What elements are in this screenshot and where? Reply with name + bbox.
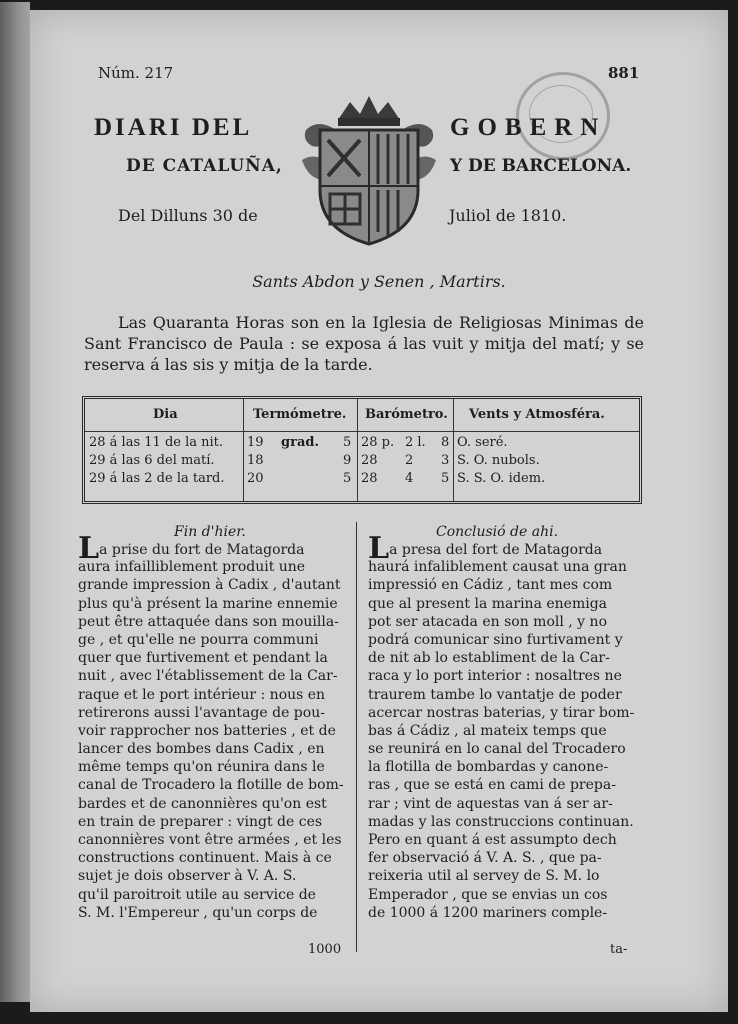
table-column-rule	[243, 399, 244, 501]
column-line	[368, 795, 634, 813]
column-line-text: nuit , avec l'établissement de la Car-	[78, 668, 338, 685]
table-cell-baro-c: 8	[441, 435, 450, 450]
column-line-text: impressió en Cádiz , tant mes com	[368, 577, 613, 594]
column-line-text: aura infailliblement produit une	[78, 559, 306, 576]
column-line	[78, 867, 344, 885]
column-line	[368, 904, 634, 922]
column-line-text: Pero en quant á est assumpto dech	[368, 832, 617, 848]
table-cell-baro-c: 5	[441, 471, 450, 486]
table-cell-term-unit: grad.	[281, 435, 319, 450]
column-line-text: rar ; vint de aquestas van á ser ar-	[368, 795, 613, 812]
table-header-vents: Vents y Atmosféra.	[469, 407, 605, 422]
issue-number: Núm. 217	[98, 64, 174, 82]
column-line	[368, 813, 634, 831]
column-line	[78, 631, 344, 649]
column-line	[78, 831, 344, 849]
column-line-text: de 1000 á 1200 mariners comple-	[368, 904, 608, 921]
column-line	[78, 904, 344, 922]
table-cell-dia: 29 á las 2 de la tard.	[89, 471, 225, 486]
column-line-text: ras , que se está en cami de prepa-	[368, 777, 616, 794]
column-line-text: canal de Trocadero la flotille de bom-	[78, 777, 344, 794]
column-line	[368, 667, 634, 685]
table-header-rule	[85, 431, 639, 432]
table-column-rule	[357, 399, 358, 501]
column-line-text: en train de preparer : vingt de ces	[78, 813, 323, 830]
facing-page-edge	[0, 2, 30, 1002]
column-line	[78, 758, 344, 776]
column-line-text: pot ser atacada en son moll , y no	[368, 613, 607, 630]
column-divider	[356, 522, 357, 952]
column-line	[368, 686, 634, 704]
left-catchword: 1000	[308, 942, 342, 957]
column-line	[368, 722, 634, 740]
column-line	[368, 595, 634, 613]
column-line-text: même temps qu'on réunira dans le	[78, 759, 325, 776]
newspaper-page	[30, 10, 728, 1012]
masthead-subtitle-right: Y DE BARCELONA.	[450, 156, 632, 176]
table-cell-baro-b: 4	[405, 471, 414, 486]
column-line	[78, 704, 344, 722]
column-line	[368, 886, 634, 904]
column-line	[368, 558, 634, 576]
column-line	[78, 795, 344, 813]
column-line	[368, 758, 634, 776]
masthead-title-left: DIARI DEL	[94, 114, 253, 141]
column-line-text: a prise du fort de Matagorda	[99, 542, 305, 558]
column-line-text: reixeria util al servey de S. M. lo	[368, 868, 600, 885]
column-line	[78, 649, 344, 667]
table-header-dia: Dia	[153, 407, 178, 422]
table-cell-term-frac: 5	[343, 435, 352, 450]
table-cell-dia: 28 á las 11 de la nit.	[89, 435, 224, 450]
date-left: Del Dilluns 30 de	[118, 206, 258, 225]
table-header-termometre: Termómetre.	[253, 407, 347, 422]
column-line-text: madas y las construccions continuan.	[368, 813, 634, 830]
saints-of-the-day: Sants Abdon y Senen , Martirs.	[252, 272, 506, 291]
column-line-text: fer observació á V. A. S. , que pa-	[368, 850, 602, 867]
column-line-text: se reunirá en lo canal del Trocadero	[368, 741, 626, 758]
column-line-text: a presa del fort de Matagorda	[389, 542, 603, 558]
column-line-text: quer que furtivement et pendant la	[78, 650, 328, 667]
column-line-text: grande impression à Cadix , d'autant	[78, 577, 341, 594]
column-line	[368, 631, 634, 649]
column-line	[368, 704, 634, 722]
table-cell-baro-b: 2 l.	[405, 435, 426, 450]
column-line	[78, 722, 344, 740]
column-line-text: raque et le port intérieur : nous en	[78, 686, 326, 703]
masthead-subtitle-left: DE CATALUÑA,	[126, 156, 283, 176]
intro-paragraph: Las Quaranta Horas son en la Iglesia de Religiosas Minimas de Sant Francisco de Paula : se exposa á las vuit y mitja del matí; y se reserva á las sis y mitja de la tarde.	[84, 313, 644, 374]
table-cell-vents: S. O. nubols.	[457, 453, 540, 468]
table-cell-baro-a: 28	[361, 471, 378, 486]
column-line-text: bas á Cádiz , al mateix temps que	[368, 722, 607, 739]
column-line-text: sujet je dois observer à V. A. S.	[78, 868, 297, 885]
column-line	[368, 613, 634, 631]
column-line	[368, 649, 634, 667]
table-cell-term: 20	[247, 471, 264, 486]
column-line	[368, 776, 634, 794]
column-line-text: la flotilla de bombardas y canone-	[368, 759, 609, 776]
table-cell-term: 18	[247, 453, 264, 468]
column-line-text: ge , et qu'elle ne pourra communi	[78, 631, 319, 648]
table-cell-vents: O. seré.	[457, 435, 508, 450]
table-cell-baro-a: 28	[361, 453, 378, 468]
column-line-text: podrá comunicar sino furtivament y	[368, 631, 623, 648]
column-line-text: de nit ab lo establiment de la Car-	[368, 650, 610, 667]
column-line-text: constructions continuent. Mais à ce	[78, 850, 332, 867]
column-line	[368, 740, 634, 758]
column-line	[78, 886, 344, 904]
column-line-text: plus qu'à présent la marine ennemie	[78, 595, 338, 612]
table-column-rule	[453, 399, 454, 501]
column-line	[368, 576, 634, 594]
column-line	[78, 558, 344, 576]
column-line	[78, 686, 344, 704]
column-line-text: qu'il paroitroit utile au service de	[78, 886, 316, 903]
table-cell-vents: S. S. O. idem.	[457, 471, 546, 486]
column-line	[78, 576, 344, 594]
column-line-text: lancer des bombes dans Cadix , en	[78, 741, 325, 758]
column-line	[78, 740, 344, 758]
drop-cap: L	[368, 531, 390, 566]
column-line-text: bardes et de canonnières qu'on est	[78, 795, 327, 812]
column-line-text: peut être attaquée dans son mouilla-	[78, 613, 339, 630]
right-catchword: ta-	[610, 942, 628, 957]
weather-table	[82, 396, 642, 504]
table-cell-baro-a: 28 p.	[361, 435, 395, 450]
table-cell-baro-b: 2	[405, 453, 414, 468]
table-cell-term-frac: 5	[343, 471, 352, 486]
table-cell-dia: 29 á las 6 del matí.	[89, 453, 215, 468]
column-line	[78, 595, 344, 613]
left-column-heading: Fin d'hier.	[174, 524, 246, 540]
column-line-text: S. M. l'Empereur , qu'un corps de	[78, 904, 318, 921]
masthead-title-right: GOBERN	[450, 114, 607, 141]
column-line	[368, 831, 634, 849]
column-line-text: canonnières vont être armées , et les	[78, 832, 342, 848]
column-line	[368, 867, 634, 885]
column-line	[78, 667, 344, 685]
table-cell-baro-c: 3	[441, 453, 450, 468]
right-column-heading: Conclusió de ahi.	[436, 524, 559, 540]
column-line-text: voir rapprocher nos batteries , et de	[78, 722, 336, 739]
column-line-text: traurem tambe lo vantatje de poder	[368, 686, 622, 703]
column-line-text: que al present la marina enemiga	[368, 595, 608, 612]
table-header-barometro: Barómetro.	[365, 407, 448, 422]
column-line-text: raca y lo port interior : nosaltres ne	[368, 668, 622, 685]
column-line	[78, 776, 344, 794]
coat-of-arms-icon	[298, 90, 440, 250]
column-line	[78, 813, 344, 831]
drop-cap: L	[78, 531, 100, 566]
column-line-text: acercar nostras baterias, y tirar bom-	[368, 704, 635, 721]
table-cell-term: 19	[247, 435, 264, 450]
column-line-text: retirerons aussi l'avantage de pou-	[78, 704, 325, 721]
table-cell-term-frac: 9	[343, 453, 352, 468]
column-line-text: Emperador , que se envias un cos	[368, 886, 608, 903]
column-line	[78, 849, 344, 867]
column-line	[368, 849, 634, 867]
column-line	[78, 613, 344, 631]
column-line-text: haurá infaliblement causat una gran	[368, 559, 627, 576]
date-right: Juliol de 1810.	[449, 206, 567, 225]
page-number: 881	[608, 64, 640, 82]
